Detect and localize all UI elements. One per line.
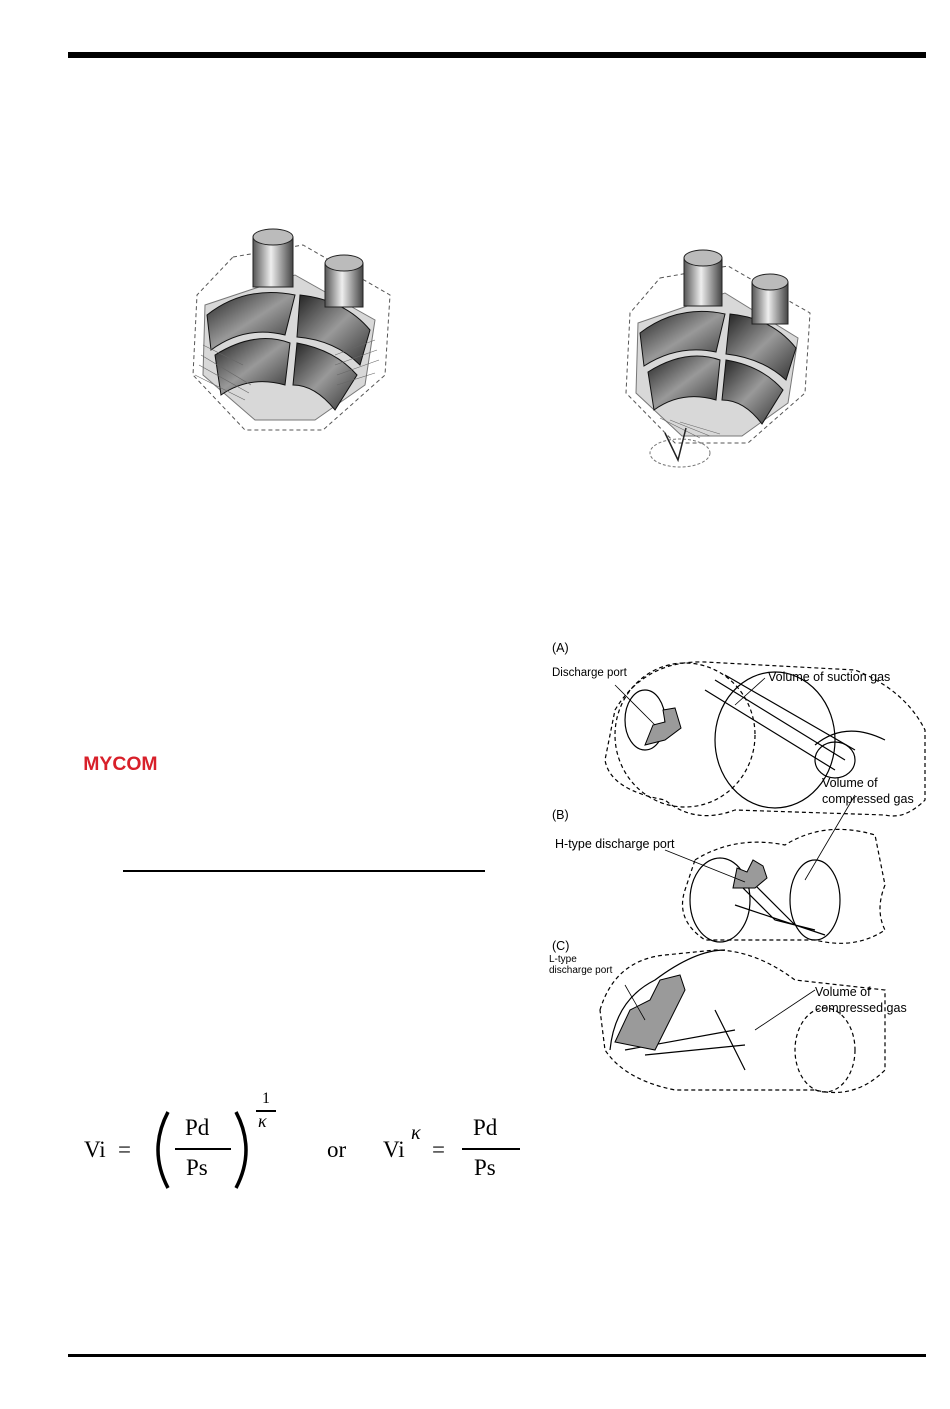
eq-exp2: κ bbox=[411, 1122, 421, 1144]
screw-rotor-pair-with-port-icon bbox=[620, 248, 820, 473]
eq-fraction-bar2 bbox=[462, 1148, 520, 1150]
panel-b-volume-line1: Volume of bbox=[822, 776, 878, 790]
eq-connector: or bbox=[327, 1137, 347, 1162]
panel-c-volume-line1: Volume of bbox=[815, 985, 871, 999]
panel-a-suction-volume-label: Volume of suction gas bbox=[768, 670, 891, 684]
panel-a-tag: (A) bbox=[552, 641, 569, 655]
panel-c-port-line2: discharge port bbox=[549, 965, 613, 976]
eq-fraction-bar bbox=[175, 1148, 231, 1150]
panel-c-tag: (C) bbox=[552, 939, 570, 953]
eq-denominator2: Ps bbox=[474, 1155, 496, 1180]
footer-rule bbox=[68, 1354, 926, 1357]
panel-c-volume-line2: compressed gas bbox=[815, 1001, 907, 1015]
eq-exp-num: 1 bbox=[262, 1090, 270, 1107]
discharge-port-diagram bbox=[585, 650, 930, 1110]
eq-lhs2: Vi bbox=[383, 1137, 405, 1162]
eq-lhs: Vi bbox=[84, 1137, 106, 1162]
eq-equals2: = bbox=[432, 1137, 445, 1162]
eq-exp-den: κ bbox=[258, 1111, 267, 1131]
panel-b-port-label: H-type discharge port bbox=[555, 837, 675, 851]
panel-c-port-line1: L-type bbox=[549, 954, 577, 965]
mycom-logo: MYCOM bbox=[83, 754, 158, 775]
panel-b-volume-line2: compressed gas bbox=[822, 792, 914, 806]
eq-denominator: Ps bbox=[186, 1155, 208, 1180]
blank-underline bbox=[123, 870, 485, 872]
eq-numerator2: Pd bbox=[473, 1115, 498, 1140]
left-paren bbox=[146, 1110, 172, 1190]
header-rule bbox=[68, 52, 926, 58]
eq-equals: = bbox=[118, 1137, 131, 1162]
panel-a-discharge-port-label: Discharge port bbox=[552, 667, 627, 679]
panel-b-tag: (B) bbox=[552, 808, 569, 822]
screw-rotor-pair-icon bbox=[185, 225, 400, 440]
eq-numerator: Pd bbox=[185, 1115, 210, 1140]
right-paren bbox=[232, 1110, 258, 1190]
